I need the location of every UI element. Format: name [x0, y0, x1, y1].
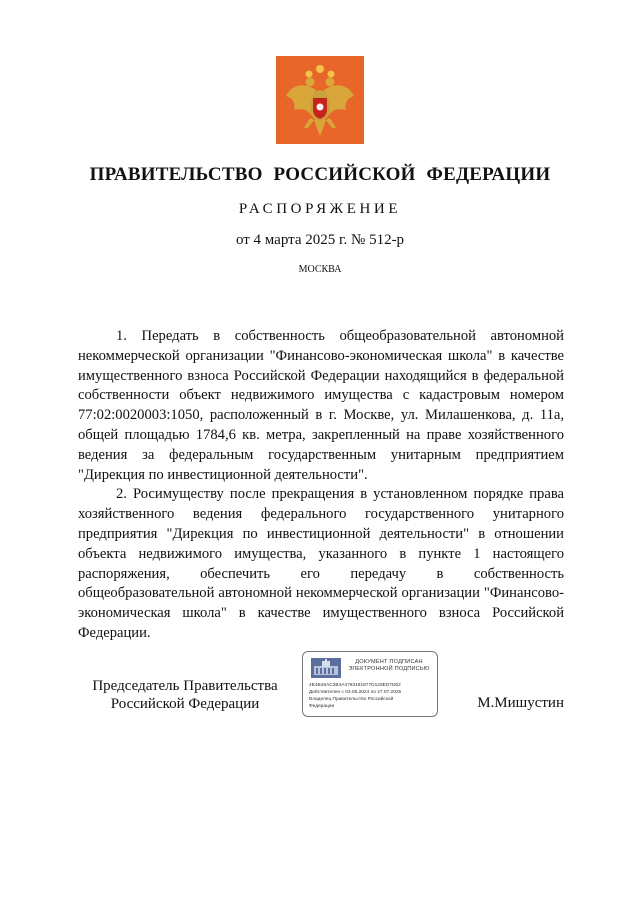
signer-title [70, 677, 300, 713]
document-date-number: от 4 марта 2025 г. № 512-р [235, 232, 405, 248]
electronic-signature-stamp [302, 651, 438, 717]
stamp-heading-line-2: ЭЛЕКТРОННОЙ ПОДПИСЬЮ [348, 666, 430, 672]
stamp-heading-line-1: ДОКУМЕНТ ПОДПИСАН [355, 659, 423, 665]
russian-coat-of-arms-icon [276, 56, 364, 144]
stamp-owner-line-2: Федерации [309, 704, 335, 709]
stamp-heading [343, 659, 435, 673]
signer-name: М.Мишустин [477, 695, 564, 711]
paragraph-1: 1. Передать в собственность общеобразовательной автономной некоммерческой организации "Финансово-экономическая школа" в качестве имущественного взноса Российской Федерации находящийся в федеральной собственности объект недвижимого имущества с кадастровым номером 77:02:0020003:1050, расположенный в г. Москве, ул. Милашенкова, д. 11а, общей площадью 1784,6 кв. метра, закрепленный на праве хозяйственного ведения за федеральным государственным унитарным предприятием "Дирекция по инвестиционной деятельности". [78, 328, 564, 483]
stamp-owner-line-1: Владелец Правительство Российской [309, 697, 394, 702]
signer-title-line-1: Председатель Правительства [92, 678, 278, 694]
document-city: МОСКВА [298, 264, 342, 275]
stamp-serial: 4E4B48AC2B4A4793191877D128ED7D62 [309, 683, 401, 688]
government-building-icon [311, 658, 341, 678]
document-type: РАСПОРЯЖЕНИЕ [238, 201, 402, 217]
stamp-details [309, 682, 437, 710]
signer-title-line-2: Российской Федерации [110, 696, 260, 712]
paragraph-2: 2. Росимуществу после прекращения в установленном порядке права хозяйственного ведения федерального государственного унитарного предприятия "Дирекция по инвестиционной деятельности" в отношении объекта недвижимого имущества, указанного в пункте 1 настоящего распоряжения, обеспечить его передачу в собственность общеобразовательной автономной некоммерческой организации "Финансово-экономическая школа" в качестве имущественного взноса Российской Федерации. [78, 486, 564, 641]
document-body [78, 327, 564, 644]
stamp-validity: Действителен с 03.05.2024 по 27.07.2025 [309, 690, 402, 695]
government-title: ПРАВИТЕЛЬСТВО РОССИЙСКОЙ ФЕДЕРАЦИИ [89, 164, 551, 185]
